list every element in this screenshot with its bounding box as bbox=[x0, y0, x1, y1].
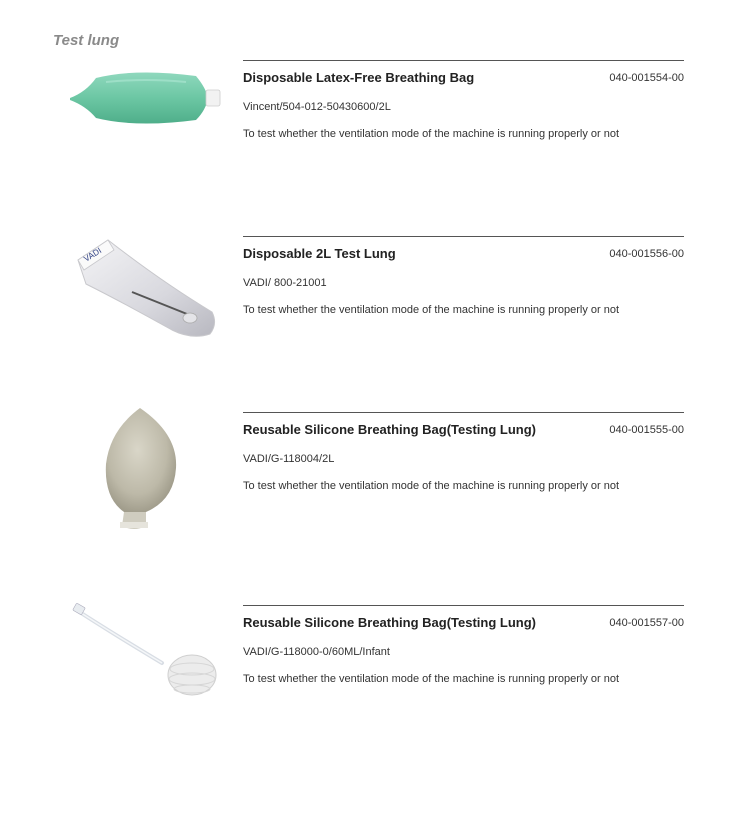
infant-silicone-bag-image bbox=[72, 603, 222, 703]
product-item bbox=[0, 236, 748, 406]
section-title: Test lung bbox=[53, 32, 120, 49]
product-name: Disposable 2L Test Lung bbox=[243, 246, 396, 261]
product-item bbox=[0, 60, 748, 230]
white-test-lung-bag-image bbox=[72, 232, 222, 342]
product-item bbox=[0, 412, 748, 582]
divider bbox=[243, 605, 684, 606]
product-spec: VADI/G-118000-0/60ML/Infant bbox=[243, 646, 390, 658]
product-code: 040-001554-00 bbox=[609, 72, 684, 84]
product-code: 040-001556-00 bbox=[609, 248, 684, 260]
product-name: Reusable Silicone Breathing Bag(Testing Lung) bbox=[243, 615, 537, 630]
product-spec: VADI/G-118004/2L bbox=[243, 453, 335, 465]
green-breathing-bag-image bbox=[66, 60, 226, 130]
svg-text:VADI: VADI bbox=[82, 246, 104, 264]
divider bbox=[243, 236, 684, 237]
product-code: 040-001557-00 bbox=[609, 617, 684, 629]
silicone-breathing-bag-image bbox=[100, 404, 190, 534]
product-code: 040-001555-00 bbox=[609, 424, 684, 436]
product-description: To test whether the ventilation mode of the machine is running properly or not bbox=[243, 480, 620, 492]
product-name: Reusable Silicone Breathing Bag(Testing Lung) bbox=[243, 422, 537, 437]
product-description: To test whether the ventilation mode of the machine is running properly or not bbox=[243, 673, 620, 685]
product-description: To test whether the ventilation mode of the machine is running properly or not bbox=[243, 304, 620, 316]
product-item bbox=[0, 605, 748, 775]
product-spec: Vincent/504-012-50430600/2L bbox=[243, 101, 391, 113]
product-description: To test whether the ventilation mode of the machine is running properly or not bbox=[243, 128, 620, 140]
divider bbox=[243, 60, 684, 61]
product-name: Disposable Latex-Free Breathing Bag bbox=[243, 70, 475, 85]
divider bbox=[243, 412, 684, 413]
product-spec: VADI/ 800-21001 bbox=[243, 277, 327, 289]
